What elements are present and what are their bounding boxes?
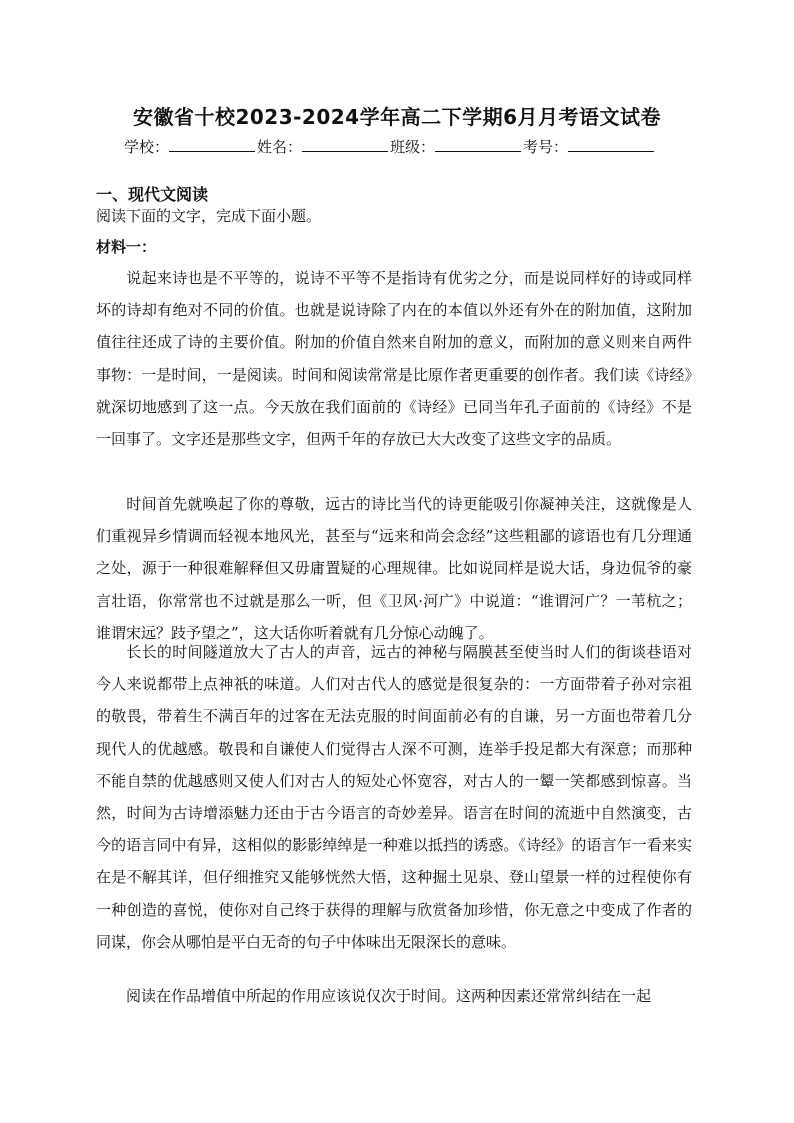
passage-paragraph-3 xyxy=(96,636,692,958)
name-blank[interactable] xyxy=(302,137,388,152)
section-heading: 一、现代文阅读 xyxy=(96,185,209,204)
class-blank[interactable] xyxy=(435,137,521,152)
material-label: 材料一： xyxy=(96,238,157,256)
exam-number-label: 考号： xyxy=(523,138,569,156)
student-info-line xyxy=(124,136,656,157)
page-title: 安徽省十校2023-2024学年高二下学期6月月考语文试卷 xyxy=(132,105,662,129)
section-instruction: 阅读下面的文字，完成下面小题。 xyxy=(96,207,322,225)
school-label: 学校： xyxy=(124,138,170,156)
school-blank[interactable] xyxy=(169,137,255,152)
exam-number-blank[interactable] xyxy=(568,137,654,152)
name-label: 姓名： xyxy=(257,138,303,156)
passage-paragraph-2 xyxy=(96,488,692,649)
passage-paragraph-1 xyxy=(96,262,692,455)
class-label: 班级： xyxy=(390,138,436,156)
paragraph-2-text: 时间首先就唤起了你的尊敬，远古的诗比当代的诗更能吸引你凝神关注，这就像是人们重视异乡情调而轻视本地风光，甚至与“远来和尚会念经”这些粗鄙的谚语也有几分理通之处，源于一种很难解释但又毋庸置疑的心理规律。比如说同样是说大话，身边侃爷的豪言壮语，你常常也不过就是那么一听，但《卫风·河广》中说道：“谁谓河广？一苇杭之；谁谓宋远？跂予望之”，这大话你听着就有几分惊心动魄了。 xyxy=(96,495,692,642)
paragraph-4-text: 阅读在作品增值中所起的作用应该说仅次于时间。这两种因素还常常纠结在一起 xyxy=(126,987,652,1005)
paragraph-3-text: 长长的时间隧道放大了古人的声音，远古的神秘与隔膜甚至使当时人们的街谈巷语对今人来说都带上点神祇的味道。人们对古代人的感觉是很复杂的：一方面带着子孙对宗祖的敬畏，带着生不满百年的过客在无法克服的时间面前必有的自谦，另一方面也带着几分现代人的优越感。敬畏和自谦使人们觉得古人深不可测，连举手投足都大有深意；而那种不能自禁的优越感则又使人们对古人的短处心怀宽容，对古人的一颦一笑都感到惊喜。当然，时间为古诗增添魅力还由于古今语言的奇妙差异。语言在时间的流逝中自然演变，古今的语言同中有异，这相似的影影绰绰是一种难以抵挡的诱惑。《诗经》的语言乍一看来实在是不解其详，但仔细推究又能够恍然大悟，这种掘土见泉、登山望景一样的过程使你有一种创造的喜悦，使你对自己终于获得的理解与欣赏备加珍惜，你无意之中变成了作者的同谋，你会从哪怕是平白无奇的句子中体味出无限深长的意味。 xyxy=(96,643,692,951)
paragraph-1-text: 说起来诗也是不平等的，说诗不平等不是指诗有优劣之分，而是说同样好的诗或同样坏的诗却有绝对不同的价值。也就是说诗除了内在的本值以外还有外在的附加值，这附加值往往还成了诗的主要价值。附加的价值自然来自附加的意义，而附加的意义则来自两件事物：一是时间，一是阅读。时间和阅读常常是比原作者更重要的创作者。我们读《诗经》就深切地感到了这一点。今天放在我们面前的《诗经》已同当年孔子面前的《诗经》不是一回事了。文字还是那些文字，但两千年的存放已大大改变了这些文字的品质。 xyxy=(96,269,692,449)
passage-paragraph-4 xyxy=(96,980,692,1012)
